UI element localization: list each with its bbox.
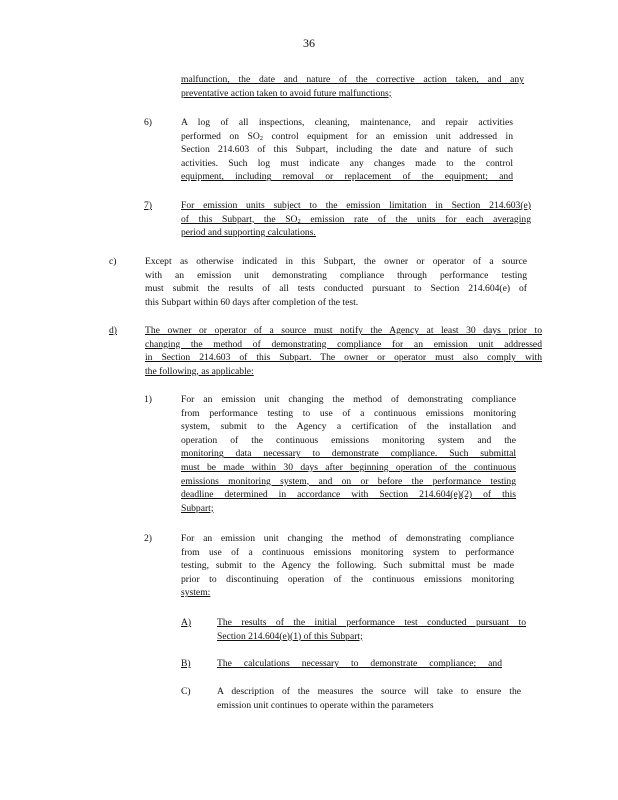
para-c-label: c) (109, 256, 117, 267)
text-line: activities. Such log must indicate any changes made to the control (181, 157, 513, 169)
text-line: For an emission unit changing the method of demonstrating compliance (181, 394, 516, 405)
text-line: emission unit continues to operate within the parameters (217, 699, 434, 711)
text-line: deadline determined in accordance with Section 214.604(e)(2) of this (181, 489, 516, 501)
text-line: must be made within 30 days after beginning operation of the continuous (181, 461, 516, 473)
text-line: emissions monitoring system, and on or before the performance testing (181, 475, 516, 487)
item-d2b-label: B) (181, 658, 191, 669)
text-line: Subpart; (181, 502, 214, 514)
item-d1-text (181, 393, 516, 515)
item-6-text (181, 116, 513, 184)
item-7-text (181, 199, 531, 240)
para-c-text (145, 255, 527, 309)
text-line: The calculations necessary to demonstrate compliance; and (217, 658, 502, 669)
text-fragment: performed on SO (181, 130, 260, 142)
text-line: monitoring data necessary to demonstrate compliance. Such submittal (181, 448, 516, 460)
text-line: performed on $SO_2$ control equipment for an emission unit addressed in (181, 130, 513, 142)
text-line: Except as otherwise indicated in this Subpart, the owner or operator of a source (145, 256, 527, 267)
text-line: For emission units subject to the emission limitation in Section 214.603(e) (181, 200, 531, 211)
text-line: equipment, including removal or replacement of the equipment; and (181, 171, 513, 183)
item-d2b-text (217, 657, 502, 671)
text-line: period and supporting calculations. (181, 227, 316, 239)
text-line: Section 214.603 of this Subpart, including the date and nature of such (181, 144, 513, 156)
item-d2a-text (217, 616, 526, 643)
carryover-text (181, 73, 524, 100)
text-fragment: control equipment for an emission unit addressed in (271, 130, 513, 142)
text-line: For an emission unit changing the method of demonstrating compliance (181, 533, 514, 544)
text-line: from use of a continuous emissions monitoring system to performance (181, 546, 514, 558)
text-line: A description of the measures the source will take to ensure the (217, 686, 521, 697)
text-line: testing, submit to the Agency the following. Such submittal must be made (181, 560, 514, 572)
item-6-label: 6) (144, 117, 152, 128)
para-d-label: d) (109, 325, 117, 336)
text-line: with an emission unit demonstrating compliance through performance testing (145, 269, 527, 281)
text-line: system: (181, 587, 211, 599)
item-d2-text (181, 532, 514, 600)
page-number: 36 (303, 36, 315, 50)
item-d1-label: 1) (144, 394, 152, 405)
text-line: The results of the initial performance test conducted pursuant to (217, 617, 526, 628)
text-line: in Section 214.603 of this Subpart. The owner or operator must also comply with (145, 352, 542, 364)
text-line: of this Subpart, the $SO_2$ emission rate of the units for each averaging (181, 213, 531, 225)
text-line: operation of the continuous emissions monitoring system and the (181, 434, 516, 446)
item-d2c-label: C) (181, 686, 191, 697)
item-7-label: 7) (144, 200, 152, 211)
text-line: system, submit to the Agency a certification of the installation and (181, 421, 516, 433)
text-line: the following, as applicable: (145, 365, 254, 377)
text-fragment: of this Subpart, the SO (181, 213, 298, 225)
text-line: prior to discontinuing operation of the continuous emissions monitoring (181, 573, 514, 585)
text-line: must submit the results of all tests conducted pursuant to Section 214.604(e) of (145, 283, 527, 295)
item-d2-label: 2) (144, 533, 152, 544)
text-line: this Subpart within 60 days after completion of the test. (145, 296, 359, 308)
text-line: A log of all inspections, cleaning, maintenance, and repair activities (181, 117, 513, 128)
text-line: preventative action taken to avoid future malfunctions; (181, 87, 392, 99)
para-d-text (145, 324, 542, 378)
text-line: The owner or operator of a source must notify the Agency at least 30 days prior to (145, 325, 542, 336)
text-line: malfunction, the date and nature of the corrective action taken, and any (181, 74, 524, 85)
text-line: from performance testing to use of a continuous emissions monitoring (181, 407, 516, 419)
text-fragment: emission rate of the units for each averaging (310, 213, 531, 225)
text-line: changing the method of demonstrating compliance for an emission unit addressed (145, 338, 542, 350)
item-d2c-text (217, 685, 521, 712)
item-d2a-label: A) (181, 617, 192, 628)
text-line: Section 214.604(e)(1) of this Subpart; (217, 630, 363, 642)
